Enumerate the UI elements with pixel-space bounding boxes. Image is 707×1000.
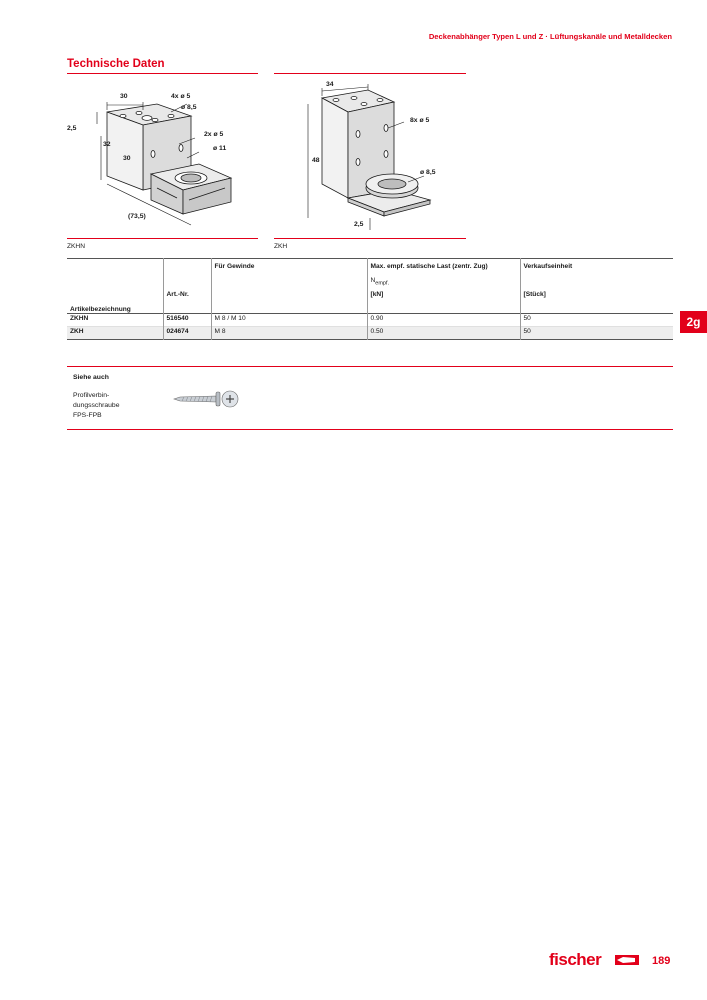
- dim-label: 34: [326, 81, 334, 88]
- brand-logo-icon: [615, 955, 639, 965]
- cell-gewinde: M 8 / M 10: [211, 314, 367, 327]
- dim-label: 2,5: [354, 221, 364, 228]
- cell-name: ZKH: [70, 328, 84, 335]
- see-also-line: FPS-FPB: [73, 412, 102, 419]
- see-also-link[interactable]: [73, 391, 163, 421]
- figure-zkh-caption: ZKH: [274, 243, 288, 250]
- see-also-line: dungsschraube: [73, 402, 120, 409]
- spec-table: [67, 258, 673, 340]
- table-row: [67, 327, 673, 340]
- col-header-artikel: Artikelbezeichnung: [70, 306, 131, 313]
- chapter-tab[interactable]: 2g: [680, 311, 707, 333]
- cell-last: 0.90: [367, 314, 520, 327]
- cell-artnr: 516540: [163, 314, 211, 327]
- page-number: 189: [652, 955, 671, 967]
- dim-label: ø 8,5: [420, 169, 436, 176]
- dim-label: ø 8,5: [181, 104, 197, 111]
- dim-label: 2,5: [67, 125, 77, 132]
- section-rule-left: [67, 73, 258, 74]
- figure-zkh-rule: [274, 238, 466, 239]
- cell-gewinde: M 8: [211, 327, 367, 340]
- dim-label: (73,5): [128, 213, 146, 220]
- figure-zkhn-rule: [67, 238, 258, 239]
- cell-artnr: 024674: [163, 327, 211, 340]
- see-also-line: Profilverbin-: [73, 392, 110, 399]
- see-also-rule-bottom: [67, 429, 673, 430]
- cell-vpe: 50: [520, 314, 673, 327]
- dim-label: 48: [312, 157, 320, 164]
- dim-label: 30: [120, 93, 128, 100]
- col-header-artnr: Art.-Nr.: [163, 259, 211, 314]
- figure-zkh-drawing: [274, 78, 466, 235]
- table-header-row: [67, 259, 673, 314]
- see-also-rule-top: [67, 366, 673, 367]
- section-title: Technische Daten: [67, 58, 165, 70]
- table-row: [67, 314, 673, 327]
- cell-name: ZKHN: [70, 315, 89, 322]
- running-header: Deckenabhänger Typen L und Z · Lüftungskanäle und Metalldecken: [428, 32, 672, 41]
- col-header-gewinde: Für Gewinde: [211, 259, 367, 314]
- figure-zkhn-drawing: [67, 80, 258, 235]
- cell-vpe: 50: [520, 327, 673, 340]
- col-header-last: Max. empf. statische Last (zentr. Zug) $N_{empf.}$ [kN]: [367, 259, 520, 314]
- figure-zkhn-caption: ZKHN: [67, 243, 85, 250]
- dim-label: 30: [123, 155, 131, 162]
- cell-last: 0.50: [367, 327, 520, 340]
- see-also-title: Siehe auch: [73, 374, 109, 381]
- screw-product-image[interactable]: [172, 388, 240, 410]
- brand-logo-text: fischer: [549, 950, 602, 969]
- dim-label: 32: [103, 141, 111, 148]
- dim-label: ø 11: [213, 145, 227, 152]
- dim-label: 2x ø 5: [204, 131, 224, 138]
- col-header-vpe: Verkaufseinheit [Stück]: [520, 259, 673, 314]
- section-rule-right: [274, 73, 466, 74]
- dim-label: 4x ø 5: [171, 93, 191, 100]
- dim-label: 8x ø 5: [410, 117, 430, 124]
